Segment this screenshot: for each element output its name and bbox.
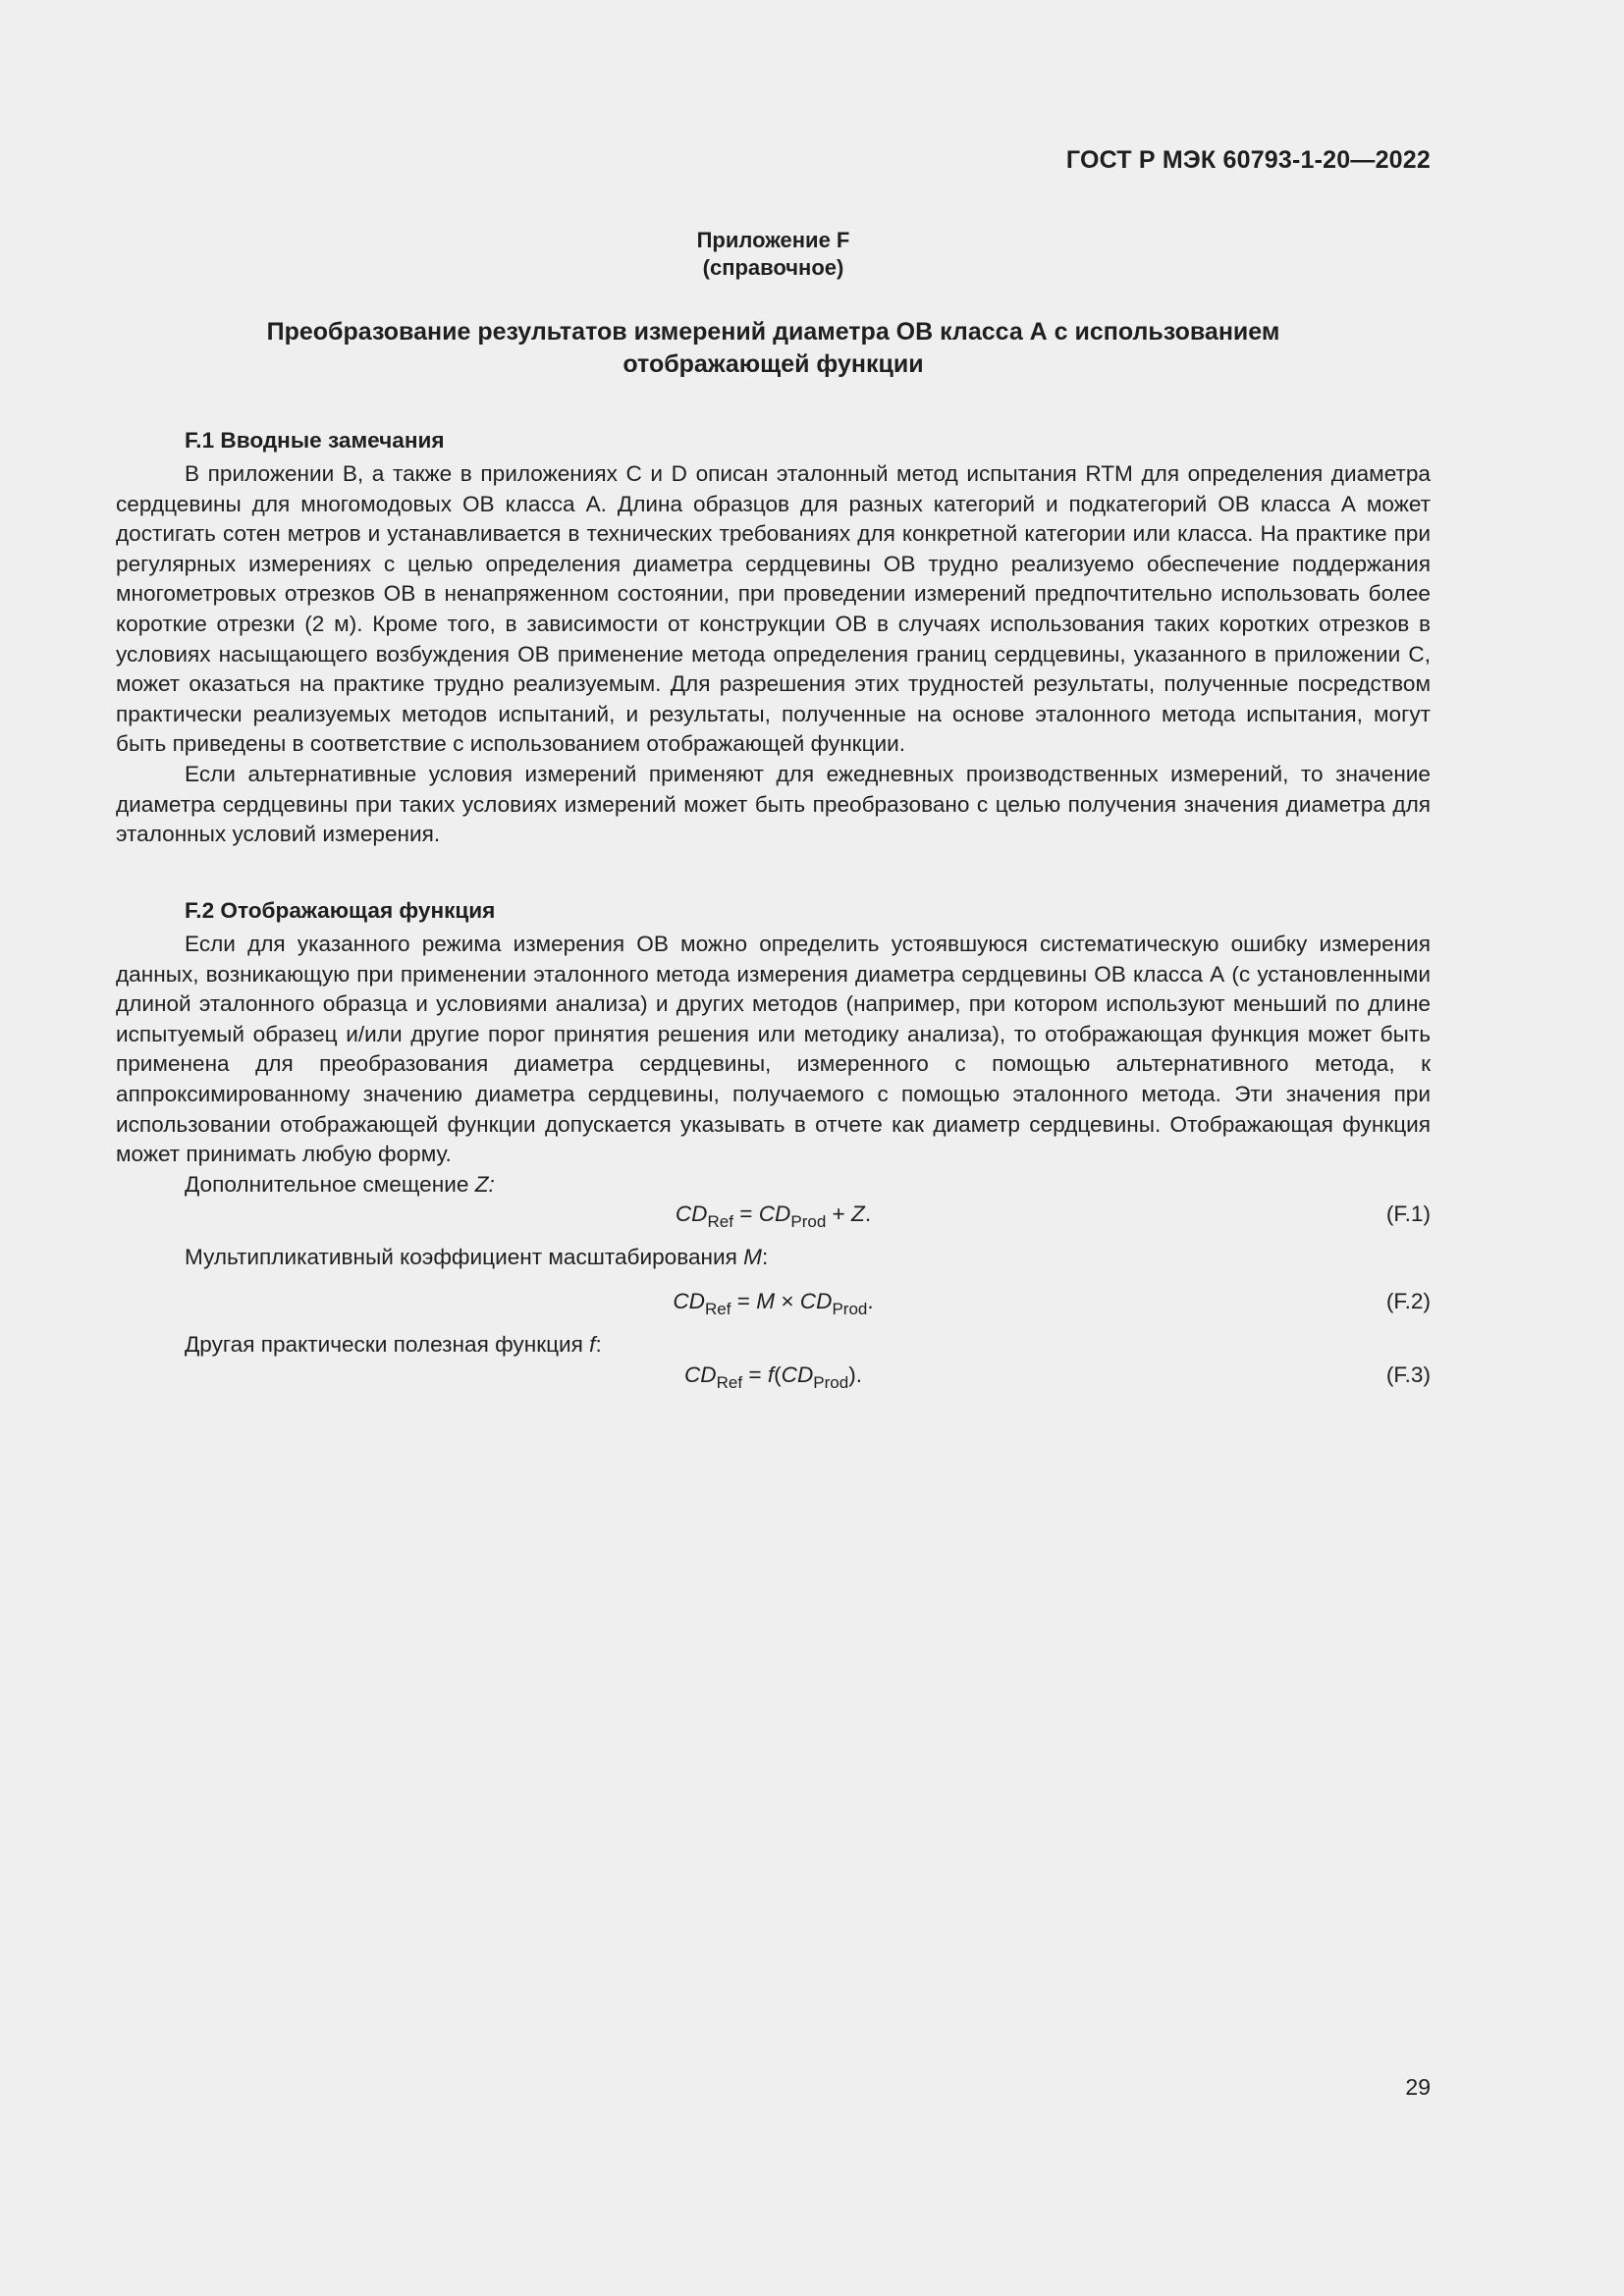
formula-f2-intro: Мультипликативный коэффициент масштабирования M: (185, 1245, 769, 1270)
formula-f1 (116, 1200, 1431, 1232)
appendix-title (116, 316, 1431, 381)
formula-f2 (116, 1287, 1431, 1316)
formula-f1-expression: $CD_{Ref} = CD_{Prod} + Z$. (675, 1201, 872, 1232)
formula-f2-expression: $CD_{Ref} = M \times CD_{Prod}$. (673, 1288, 874, 1318)
appendix-header (116, 227, 1431, 282)
appendix-label: Приложение F (696, 228, 850, 252)
appendix-title-line1: Преобразование результатов измерений диаметра ОВ класса А с использованием (266, 318, 1280, 346)
section-f1-paragraph-1: В приложении В, а также в приложениях С и D описан эталонный метод испытания RTM для определения диаметра сердцевины для многомодовых ОВ класса А. Длина образцов для разных категорий и подкатегорий ОВ класса А может достигать сотен метров и устанавливается в технических требованиях для конкретной категории или класса. На практике при регулярных измерениях с целью определения диаметра сердцевины ОВ трудно реализуемо обеспечение поддержания многометровых отрезков ОВ в ненапряженном состоянии, при проведении измерений предпочтительно использовать более короткие отрезки (2 м). Кроме того, в зависимости от конструкции ОВ в случаях использования таких коротких отрезков в условиях насыщающего возбуждения ОВ применение метода определения границ сердцевины, указанного в приложении С, может оказаться на практике трудно реализуемым. Для разрешения этих трудностей результаты, полученные посредством практически реализуемых методов испытаний, и результаты, полученные на основе эталонного метода испытания, могут быть приведены в соответствие с использованием отображающей функции. (116, 461, 1431, 757)
section-f2-heading: F.2 Отображающая функция (185, 898, 496, 923)
formula-f2-number: (F.2) (1385, 1288, 1431, 1313)
document-page (116, 0, 1431, 2296)
section-f2-paragraph-1: Если для указанного режима измерения ОВ можно определить устоявшуюся систематическую ошибку измерения данных, возникающую при применении эталонного метода измерения диаметра сердцевины ОВ класса А (с установленными длиной эталонного образца и условиями анализа) и других методов (например, при котором используют меньший по длине испытуемый образец и/или другие порог принятия решения или методику анализа), то отображающая функция может быть применена для преобразования диаметра сердцевины, измеренного с помощью альтернативного метода, к аппроксимированному значению диаметра сердцевины, получаемого с помощью эталонного метода. Эти значения при использовании отображающей функции допускается указывать в отчете как диаметр сердцевины. Отображающая функция может принимать любую форму. (116, 932, 1431, 1167)
page-number: 29 (1405, 2074, 1431, 2100)
formula-f1-intro: Дополнительное смещение Z: (185, 1171, 495, 1197)
formula-f3-intro: Другая практически полезная функция f: (185, 1331, 602, 1357)
formula-f1-number: (F.1) (1385, 1201, 1431, 1227)
section-f1 (116, 426, 1431, 850)
standard-code: ГОСТ Р МЭК 60793-1-20—2022 (1065, 146, 1431, 174)
formula-f3-number: (F.3) (1385, 1362, 1431, 1387)
appendix-title-line2: отображающей функции (623, 350, 924, 378)
formula-f3 (116, 1361, 1431, 1390)
section-f2 (116, 896, 1431, 1390)
formula-f3-expression: $CD_{Ref} = f(CD_{Prod})$. (683, 1362, 863, 1392)
section-f1-heading: F.1 Вводные замечания (185, 428, 445, 453)
section-f1-paragraph-2: Если альтернативные условия измерений применяют для ежедневных производственных измерений, то значение диаметра сердцевины при таких условиях измерений может быть преобразовано с целью получения значения диаметра для эталонных условий измерения. (116, 761, 1431, 847)
appendix-type: (справочное) (702, 255, 844, 280)
